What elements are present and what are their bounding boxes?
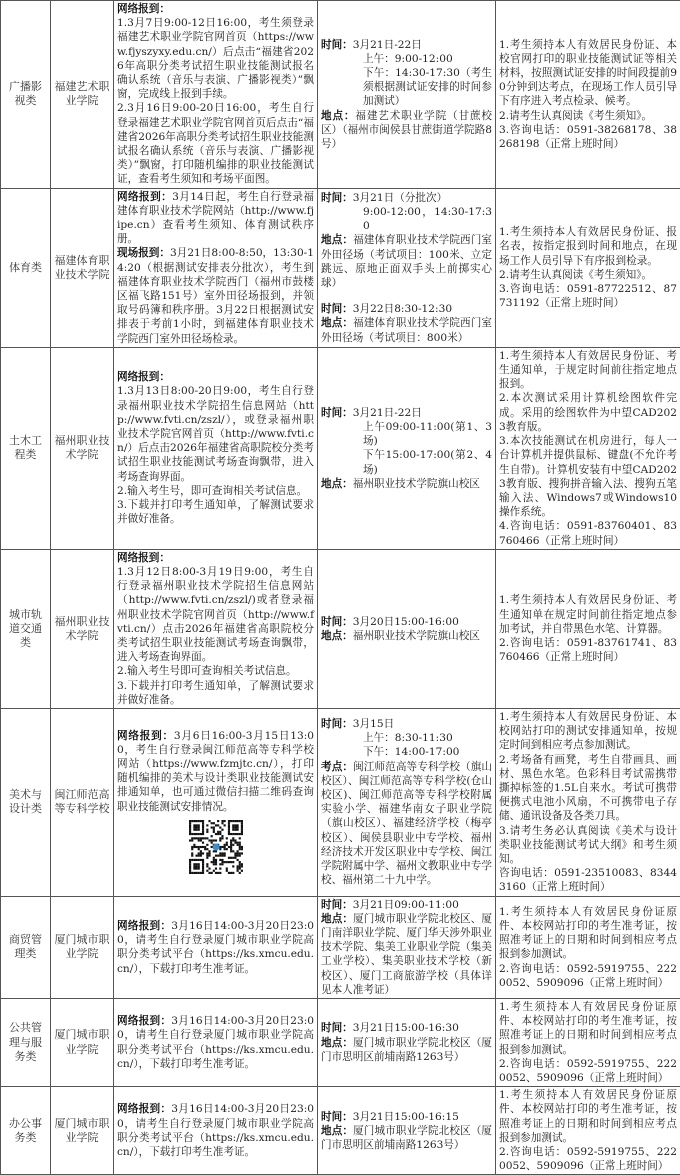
category-cell: 商贸管理类: [1, 896, 51, 998]
paragraph: [321, 38, 492, 52]
paragraph: [117, 101, 314, 186]
field-text: 1.考生须持本人有效居民身份证原件、本校网站打印的考生准考证，按照准考证上的日期和时间到相应考点报到参加测试。: [499, 1089, 677, 1144]
field-text: 2.输入考生号，即可查询相关考试信息。: [117, 485, 307, 497]
field-text: 2.请考生认真阅读《考生须知》。: [499, 269, 652, 281]
paragraph: [499, 824, 677, 867]
field-text: 3月16日14:00-3月20日23:00，请考生自行登录厦门城市职业学院高职分类考试平台（https://ks.xmcu.edu.cn/），下载打印考生准考证。: [117, 1103, 314, 1158]
school-cell: 福建体育职业技术学院: [51, 188, 114, 347]
field-text: 2.考场备有画凳，考生自带画具、画材、黑色水笔。色彩科目考试需携带撕掉标签的1.5L自来水。考试可携带便携式电池小风扇，不可携带电子存储、通讯设备及各类刀具。: [499, 754, 677, 823]
paragraph: [117, 565, 314, 664]
paragraph: [499, 282, 677, 310]
field-text: 3.本次技能测试在机房进行，每人一台计算机并提供鼠标、键盘(不允许考生自带)。计算机安装有中望CAD2023教育版、搜狗拼音输入法、搜狗五笔输入法、Windows7或Windows10操作系统。: [499, 435, 677, 518]
field-text: 3月14日起，考生自行登录福建体育职业技术学院网站（http://www.fjipe.cn）查看考生须知、体育测试秩序册。: [117, 191, 314, 246]
paragraph: [321, 912, 492, 997]
paragraph: [117, 551, 314, 565]
spacer: [321, 290, 492, 302]
field-text: 福州职业技术学院旗山校区: [353, 630, 480, 642]
registration-cell: [114, 549, 318, 708]
field-text: 3月21日15:00-16:30: [353, 1022, 459, 1034]
table-row: [1, 188, 680, 347]
paragraph: [321, 477, 492, 491]
field-label: 时间：: [321, 407, 353, 419]
field-text: 1.考生须持本人有效居民身份证原件、本校网站打印的考生准考证，按照准考证上的日期和时间到相应考点报到参加测试。: [499, 1001, 677, 1056]
field-text: 3.下载并打印考生通知单，了解测试要求并做好准备。: [117, 680, 314, 706]
field-label: 网络报到：: [117, 371, 170, 383]
table-row: [1, 896, 680, 998]
field-text: 3月21日09:00-11:00: [353, 899, 459, 911]
category-cell: 城市轨道交通类: [1, 549, 51, 708]
field-text: 上午：8:30-11:30: [363, 732, 453, 744]
field-label: 时间：: [321, 718, 353, 730]
registration-cell: [114, 347, 318, 549]
field-text: 下午：14:30-17:30（考生须根据测试证安排的时间参加测试）: [363, 67, 492, 107]
field-text: 3月20日15:00-16:00: [353, 616, 459, 628]
field-label: 时间：: [321, 616, 353, 628]
paragraph: [321, 406, 492, 420]
paragraph: [499, 593, 677, 636]
schedule-cell: [318, 999, 496, 1087]
table-row: [1, 549, 680, 708]
field-label: 地点：: [321, 110, 355, 122]
field-text: 咨询电话：0591-23510083、83443160（正常上班时间）: [499, 867, 677, 893]
school-cell: 福建艺术职业学院: [51, 1, 114, 189]
paragraph: [499, 1000, 677, 1057]
field-label: 网络报到：: [117, 1015, 171, 1027]
field-text: 3月6日16:00-3月15日13:00，考生自行登录闽江师范高等专科学校网站（https://www.fzmjtc.cn/），打印随机编排的美术与设计类职业技能测试安排通知单，也可通过微信扫描二维码查询职业技能测试安排情况。: [117, 730, 314, 813]
paragraph: [321, 66, 492, 109]
notes-cell: [496, 1, 680, 189]
field-text: 1.考生须持本人有效居民身份证、报名表，按指定报到时间和地点，在现场工作人员引导下有序报到检录。: [499, 226, 677, 266]
field-label: 时间：: [321, 899, 353, 911]
field-text: 3月22日8:30-12:30: [353, 303, 452, 315]
notes-cell: [496, 188, 680, 347]
field-text: 3月16日14:00-3月20日23:00，请考生自行登录厦门城市职业学院高职分类考试平台（https://ks.xmcu.edu.cn/），下载打印考生准考证。: [117, 920, 314, 975]
paragraph: [117, 919, 314, 976]
paragraph: [117, 1014, 314, 1071]
field-text: 2.请考生认真阅读《考生须知》。: [499, 110, 652, 122]
field-text: 9:00-12:00，14:30-17:30: [363, 206, 492, 232]
field-text: 1.考生须持本人有效居民身份证、考生通知单，于规定时间前往指定地点报到。: [499, 350, 677, 390]
paragraph: [117, 2, 314, 16]
paragraph: [321, 448, 492, 476]
paragraph: [321, 1124, 492, 1152]
field-label: 地点：: [321, 1125, 353, 1137]
paragraph: [499, 636, 677, 664]
school-cell: 厦门城市职业学院: [51, 1087, 114, 1175]
field-text: 3月21日15:00-16:15: [353, 1111, 459, 1123]
field-text: 1.3月12日8:00-3月19日9:00，考生自行登录福州职业技术学院招生信息网站（http://www.fvti.cn/zszl/)或者登录福州职业技术学院官网首页（http://www.fvti.cn/）点击2026年福建省高职院校分类考试招生职业技能测试考场查询飘带，进入考场查询界面。: [117, 566, 314, 663]
paragraph: [499, 1057, 677, 1085]
registration-cell: [114, 188, 318, 347]
field-text: 1.3月13日8:00-20日9:00，考生自行登录福州职业技术学院招生信息网站（http://www.fvti.cn/zszl/），或登录福州职业技术学院官网首页（http://www.fvti.cn/）后点击2026年福建省高职院校分类考试招生职业技能测试考场查询飘带，进入考场查询界面。: [117, 385, 314, 482]
field-label: 网络报到：: [117, 920, 171, 932]
table-row: [1, 1, 680, 189]
field-text: 3.下载并打印考生通知单，了解测试要求并做好准备。: [117, 499, 314, 525]
paragraph: [321, 1021, 492, 1035]
paragraph: [117, 679, 314, 707]
field-label: 时间：: [321, 39, 353, 51]
paragraph: [117, 370, 314, 384]
field-text: 厦门城市职业学院北校区（厦门市思明区前埔南路1263号）: [321, 1037, 492, 1063]
field-label: 网络报到：: [117, 3, 170, 15]
category-cell: 土木工程类: [1, 347, 51, 549]
field-text: 2.本次测试采用计算机绘图软件完成。采用的绘图软件为中望CAD2023教育版。: [499, 392, 677, 432]
registration-cell: [114, 896, 318, 998]
field-text: 2.咨询电话：0592-5919755、2220052、5909096（正常上班时间）: [499, 963, 677, 989]
paragraph: [499, 905, 677, 962]
field-text: 1.3月7日9:00-12日16:00，考生须登录福建艺术职业学院官网首页（https://www.fjyszyxy.edu.cn/）后点击“福建省2026年高职分类考试招生职业技能测试报名确认系统（音乐与表演、广播影视类）”飘窗，完成线上报到手续。: [117, 17, 314, 100]
field-text: 上午09:00-11:00(第1、3场): [363, 421, 492, 447]
paragraph: [499, 1145, 677, 1173]
field-text: 福建体育职业技术学院西门室外田径场（考试项目：100米、立定跳远、原地正面双手头上前掷实心球）: [321, 234, 492, 289]
field-text: 4.咨询电话：0591-83760401、83760466（正常上班时间）: [499, 520, 677, 546]
table-row: [1, 347, 680, 549]
field-label: 地点：: [321, 913, 353, 925]
field-text: 3月21日8:00-8:50，13:30-14:20（根据测试安排表分批次），考生到福建体育职业技术学院西门（福州市鼓楼区福飞路151号）室外田径场报到，并领取号码簿和秩序册。3月22日根据测试安排表于考前1小时，到福建体育职业技术学院西门室外田径场检录。: [117, 247, 314, 344]
field-label: 时间：: [321, 192, 353, 204]
field-label: 网络报到：: [117, 730, 174, 742]
paragraph: [321, 205, 492, 233]
paragraph: [117, 16, 314, 101]
field-label: 地点：: [321, 478, 353, 490]
category-cell: 体育类: [1, 188, 51, 347]
field-text: 上午：9:00-12:00: [363, 53, 453, 65]
paragraph: [321, 109, 492, 152]
category-cell: 办公事务类: [1, 1087, 51, 1175]
paragraph: [117, 190, 314, 247]
school-cell: 福州职业技术学院: [51, 549, 114, 708]
paragraph: [499, 1088, 677, 1145]
paragraph: [321, 302, 492, 316]
field-label: 地点：: [321, 1037, 353, 1049]
paragraph: [321, 615, 492, 629]
notes-cell: [496, 999, 680, 1087]
paragraph: [321, 629, 492, 643]
field-label: 考点：: [321, 761, 353, 773]
registration-cell: [114, 999, 318, 1087]
schedule-cell: [318, 896, 496, 998]
field-text: 2.咨询电话：0591-83761741、83760466（正常上班时间）: [499, 637, 677, 663]
paragraph: [499, 268, 677, 282]
notes-cell: [496, 347, 680, 549]
field-text: 3月16日14:00-3月20日23:00，请考生自行登录厦门城市职业学院高职分类考试平台（https://ks.xmcu.edu.cn/），下载打印考生准考证。: [117, 1015, 314, 1070]
field-label: 时间：: [321, 1022, 353, 1034]
paragraph: [499, 349, 677, 392]
paragraph: [321, 233, 492, 290]
paragraph: [499, 866, 677, 894]
notes-cell: [496, 708, 680, 896]
schedule-cell: [318, 188, 496, 347]
field-label: 网络报到：: [117, 1103, 171, 1115]
field-text: 3月21日（分批次）: [353, 192, 447, 204]
paragraph: [499, 391, 677, 434]
field-label: 现场报到：: [117, 247, 170, 259]
paragraph: [499, 434, 677, 519]
paragraph: [117, 1102, 314, 1159]
table-row: [1, 708, 680, 896]
paragraph: [499, 710, 677, 753]
schedule-cell: [318, 708, 496, 896]
field-label: 网络报到：: [117, 191, 172, 203]
field-text: 下午：14:00-17:00: [363, 746, 459, 758]
registration-cell: [114, 1087, 318, 1175]
table-row: [1, 999, 680, 1087]
schedule-cell: [318, 1, 496, 189]
paragraph: [321, 191, 492, 205]
paragraph: [499, 225, 677, 268]
field-text: 福州职业技术学院旗山校区: [353, 478, 480, 490]
schedule-cell: [318, 1087, 496, 1175]
category-cell: 美术与设计类: [1, 708, 51, 896]
field-label: 时间：: [321, 303, 353, 315]
paragraph: [117, 498, 314, 526]
paragraph: [117, 246, 314, 345]
notes-cell: [496, 549, 680, 708]
school-cell: 厦门城市职业学院: [51, 999, 114, 1087]
field-text: 1.考生须持本人有效居民身份证、本校官网打印的职业技能测试证等相关材料，按照测试证安排的时间段提前90分钟到达考点，在现场工作人员引导下有序进入考点检录、候考。: [499, 39, 677, 108]
field-text: 3月21日-22日: [353, 39, 422, 51]
field-label: 网络报到：: [117, 552, 170, 564]
paragraph: [321, 898, 492, 912]
paragraph: [499, 519, 677, 547]
schedule-cell: [318, 549, 496, 708]
paragraph: [117, 484, 314, 498]
paragraph: [321, 1036, 492, 1064]
paragraph: [499, 38, 677, 109]
field-text: 福建体育职业技术学院西门室外田径场（考试项目：800米）: [321, 317, 492, 343]
paragraph: [117, 384, 314, 483]
table-row: [1, 1087, 680, 1175]
paragraph: [499, 109, 677, 123]
field-text: 1.考生须持本人有效居民身份证、本校网站打印的测试安排通知单，按规定时间到相应考点参加测试。: [499, 711, 677, 751]
category-cell: 广播影视类: [1, 1, 51, 189]
field-text: 3月21日-22日: [353, 407, 422, 419]
registration-cell: [114, 708, 318, 896]
field-text: 2.咨询电话：0592-5919755、2220052、5909096（正常上班时间）: [499, 1058, 677, 1084]
field-text: 3月15日: [353, 718, 394, 730]
field-text: 下午15:00-17:00(第2、4场): [363, 449, 492, 475]
paragraph: [321, 52, 492, 66]
field-text: 厦门城市职业学院北校区、厦门南洋职业学院、厦门华天涉外职业技术学院、集美工业职业学院（集美工业学校）、集美职业技术学校（新校区）、厦门工商旅游学校（具体详见本人准考证）: [321, 913, 492, 996]
paragraph: [321, 717, 492, 731]
field-label: 时间：: [321, 1111, 353, 1123]
paragraph: [499, 753, 677, 824]
field-text: 3.咨询电话：0591-38268178、38268198（正常上班时间）: [499, 124, 677, 150]
paragraph: [321, 745, 492, 759]
field-label: 地点：: [321, 317, 353, 329]
field-label: 地点：: [321, 234, 353, 246]
paragraph: [321, 1110, 492, 1124]
qr-code-icon: [189, 820, 243, 874]
field-text: 2.3月16日9:00-20日16:00，考生自行登录福建艺术职业学院官网首页后点击“福建省2026年高职分类考试招生职业技能测试报名确认系统（音乐与表演、广播影视类）”飘窗，打印随机编排的职业技能测试证，查看考生须知和考场平面图。: [117, 102, 314, 185]
schedule-cell: [318, 347, 496, 549]
field-text: 厦门城市职业学院北校区（厦门市思明区前埔南路1263号）: [321, 1125, 492, 1151]
paragraph: [321, 731, 492, 745]
paragraph: [117, 729, 314, 814]
field-text: 1.考生须持本人有效居民身份证原件、本校网站打印的考生准考证，按照准考证上的日期和时间到相应考点报到参加测试。: [499, 906, 677, 961]
notes-cell: [496, 896, 680, 998]
field-text: 1.考生须持本人有效居民身份证、考生通知单在规定时间前往指定地点参加考试，并自带黑色水笔、计算器。: [499, 594, 677, 634]
notes-cell: [496, 1087, 680, 1175]
school-cell: 福州职业技术学院: [51, 347, 114, 549]
field-text: 3.请考生务必认真阅读《美术与设计类职业技能测试考试大纲》和考生须知。: [499, 825, 677, 865]
field-label: 地点：: [321, 630, 353, 642]
paragraph: [321, 760, 492, 888]
paragraph: [321, 420, 492, 448]
field-text: 福建艺术职业学院（甘蔗校区）（福州市闽侯县甘蔗街道学院路8号）: [321, 110, 492, 150]
paragraph: [499, 123, 677, 151]
school-cell: 厦门城市职业学院: [51, 896, 114, 998]
paragraph: [321, 316, 492, 344]
registration-cell: [114, 1, 318, 189]
school-cell: 闽江师范高等专科学校: [51, 708, 114, 896]
field-text: 闽江师范高等专科学校（旗山校区）、闽江师范高等专科学校(仓山校区)、闽江师范高等专科学校附属实验小学、福建华南女子职业学院（旗山校区）、福建经济学校（梅亭校区）、闽侯县职业中专学校、福州经济技术开发区职业中专学校、闽江学院附属中学、福州文教职业中专学校、福州第二十九中学。: [321, 761, 492, 887]
paragraph: [117, 664, 314, 678]
field-text: 2.咨询电话：0592-5919755、2220052、5909096（正常上班时间）: [499, 1146, 677, 1172]
field-text: 3.咨询电话：0591-87722512、87731192（正常上班时间）: [499, 283, 677, 309]
category-cell: 公共管理与服务类: [1, 999, 51, 1087]
field-text: 2.输入考生号即可查询相关考试信息。: [117, 665, 297, 677]
paragraph: [499, 962, 677, 990]
